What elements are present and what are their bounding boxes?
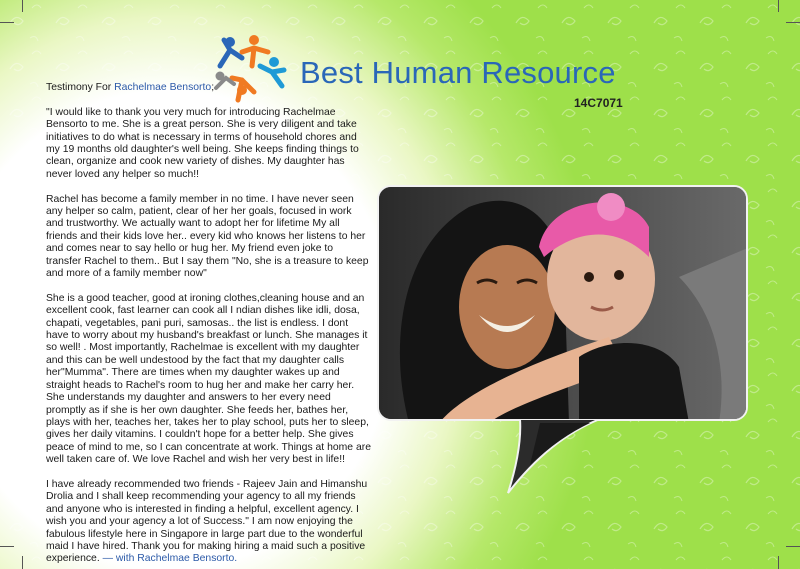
crop-mark: [22, 0, 23, 12]
crop-mark: [786, 546, 800, 547]
closing-paragraph: [46, 479, 371, 566]
testimony-heading: [46, 82, 371, 94]
crop-mark: [778, 0, 779, 12]
speech-bubble-tail: [500, 419, 610, 499]
brand-name: Best Human Resource: [300, 55, 616, 90]
crop-mark: [786, 22, 800, 23]
heading-prefix: Testimony For: [46, 82, 115, 93]
closing-text: I have already recommended two friends - Rajeev Jain and Himanshu Drolia and I shall keep recommending your agency to all my friends and anyone who is interested in finding a helpful, excellent agency. I wish you and your agency a lot of Success." I am now enjoying the fabulous lifestyle here in Singapore in large part due to the wonderful maid I have hired. Thank you for making hiring a maid such a positive experience.: [46, 478, 368, 565]
crop-mark: [0, 546, 14, 547]
tagged-name: Rachelmae Bensorto.: [137, 553, 238, 565]
with-prefix: — with: [99, 553, 138, 565]
crop-mark: [778, 556, 779, 569]
helper-name: Rachelmae Bensorto: [114, 82, 212, 93]
paragraph: She is a good teacher, good at ironing clothes,cleaning house and an excellent cook, fast learner can cook all I ndian dishes like idli, dosa, chapati, vegetables, pani puri, samosas.. the list is endless. I dont have to worry about my husband's breakfast or lunch. She manages it so well! . Most importantly, Rachelmae is excellent with my daughter and this can be well undestood by the fact that my daughter calls her"Mumma". There are times when my daughter wakes up and straight heads to Rachel's room to hug her and make her carry her. She understands my daughter and answers to her every need promptly as if she is her own daughter. She feeds her, bathes her, plays with her, teaches her, takes her to play school, puts her to sleep, gives her daily vitamins. I couldn't hope for a better help. She gives peace of mind to me, so I can concentrate at work. Things at home are well taken care of. We love Rachel and wish her very best in life!!: [46, 292, 371, 466]
paragraph: Rachel has become a family member in no time. I have never seen any helper so calm, patient, clear of her her goals, focused in work and trustworthy. We actually want to adopt her for lifetime My all friends and their kids love her.. every kid who knows her listens to her and comes near to say hello or hug her. My friend even joke to transfer Rachel to them.. But I say them "No, she is a treasure to keep and more of a family member now": [46, 193, 369, 280]
family-photo: [377, 185, 748, 421]
paragraph: "I would like to thank you very much for introducing Rachelmae Bensorto to me. She is a great person. She is very diligent and take initiatives to do what is necessary in terms of household chores and my 19 months old daughter's well being. She keeps finding things to clean, organize and cook new variety of dishes. My daughter has never loved any helper so much!!: [46, 106, 359, 180]
testimony-text: [46, 82, 371, 569]
crop-mark: [0, 22, 14, 23]
reference-code: 14C7071: [574, 96, 623, 110]
photo-illustration: [379, 187, 748, 421]
crop-mark: [22, 556, 23, 569]
heading-suffix: ;: [211, 82, 215, 93]
